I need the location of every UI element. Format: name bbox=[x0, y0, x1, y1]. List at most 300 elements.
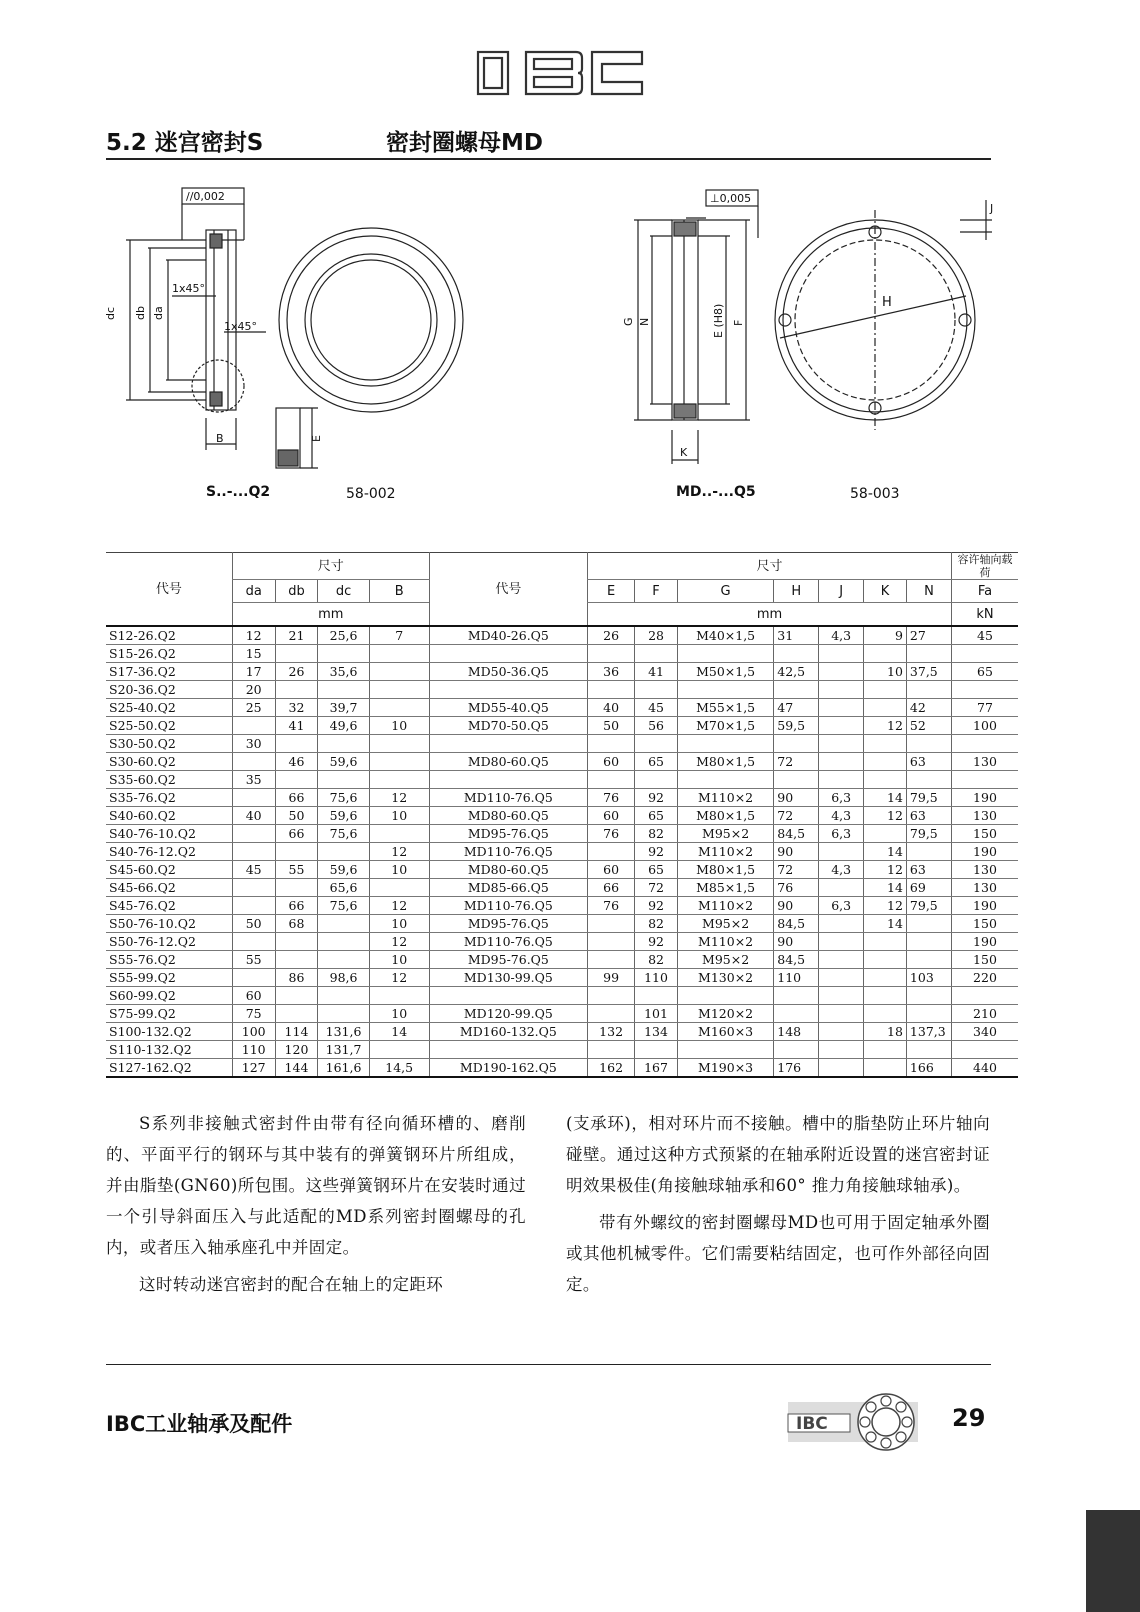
cell-s-b: 14 bbox=[369, 1023, 429, 1041]
cell-md-g: M55×1,5 bbox=[677, 699, 773, 717]
dim-label-f: F bbox=[732, 319, 745, 326]
cell-md-j bbox=[819, 915, 864, 933]
cell-s-b bbox=[369, 825, 429, 843]
cell-md-n bbox=[906, 951, 951, 969]
cell-s-da: 100 bbox=[232, 1023, 275, 1041]
cell-md-fa: 130 bbox=[951, 879, 1018, 897]
cell-md-n bbox=[906, 843, 951, 861]
col-e: E bbox=[588, 580, 635, 603]
cell-md-n: 79,5 bbox=[906, 897, 951, 915]
table-row bbox=[106, 626, 1018, 645]
section-heading-right: 密封圈螺母MD bbox=[386, 130, 543, 156]
cell-md-f: 65 bbox=[635, 807, 678, 825]
chamfer-label-1: 1x45° bbox=[172, 282, 206, 295]
table-row bbox=[106, 735, 1018, 753]
cell-s-dc: 59,6 bbox=[318, 861, 369, 879]
cell-s-b bbox=[369, 699, 429, 717]
cell-md-j bbox=[819, 951, 864, 969]
cell-s-code: S35-60.Q2 bbox=[106, 771, 232, 789]
cell-md-e bbox=[588, 1005, 635, 1023]
cell-md-j bbox=[819, 879, 864, 897]
cell-md-f: 110 bbox=[635, 969, 678, 987]
cell-s-db bbox=[275, 951, 318, 969]
cell-md-k bbox=[864, 933, 907, 951]
cell-s-db: 66 bbox=[275, 897, 318, 915]
table-row bbox=[106, 861, 1018, 879]
table-row bbox=[106, 645, 1018, 663]
cell-md-g: M110×2 bbox=[677, 789, 773, 807]
figure-label-s: S..-...Q2 bbox=[206, 484, 271, 500]
cell-md-h: 90 bbox=[774, 897, 819, 915]
cell-s-code: S40-76-10.Q2 bbox=[106, 825, 232, 843]
cell-md-g bbox=[677, 771, 773, 789]
paragraph-left-1: S系列非接触式密封件由带有径向循环槽的、磨削的、平面平行的钢环与其中装有的弹簧钢环片所组成，并由脂垫(GN60)所包围。这些弹簧钢环片在安装时通过一个引导斜面压入与此适配的MD系列密封圈螺母的孔内，或者压入轴承座孔中并固定。 bbox=[106, 1114, 526, 1257]
cell-md-e: 76 bbox=[588, 789, 635, 807]
table-row bbox=[106, 843, 1018, 861]
cell-md-n: 63 bbox=[906, 807, 951, 825]
footer-ibc-bearing-logo bbox=[788, 1390, 918, 1454]
cell-s-b: 7 bbox=[369, 626, 429, 645]
cell-md-code: MD130-99.Q5 bbox=[429, 969, 587, 987]
cell-md-h bbox=[774, 771, 819, 789]
cell-md-e: 76 bbox=[588, 897, 635, 915]
cell-s-code: S45-66.Q2 bbox=[106, 879, 232, 897]
cell-md-fa: 130 bbox=[951, 807, 1018, 825]
cell-md-fa: 130 bbox=[951, 753, 1018, 771]
cell-s-da: 25 bbox=[232, 699, 275, 717]
table-row bbox=[106, 1005, 1018, 1023]
cell-s-da: 17 bbox=[232, 663, 275, 681]
cell-md-h: 90 bbox=[774, 789, 819, 807]
cell-md-f bbox=[635, 987, 678, 1005]
cell-md-j bbox=[819, 1059, 864, 1078]
table-row bbox=[106, 933, 1018, 951]
cell-s-b bbox=[369, 987, 429, 1005]
cell-md-k: 14 bbox=[864, 879, 907, 897]
cell-md-g: M95×2 bbox=[677, 951, 773, 969]
cell-s-b: 14,5 bbox=[369, 1059, 429, 1078]
table-row bbox=[106, 663, 1018, 681]
cell-s-code: S25-40.Q2 bbox=[106, 699, 232, 717]
dim-label-g: G bbox=[622, 317, 635, 326]
unit-mm-md: mm bbox=[588, 603, 952, 627]
cell-md-j: 4,3 bbox=[819, 807, 864, 825]
cell-md-j bbox=[819, 663, 864, 681]
cell-s-code: S30-50.Q2 bbox=[106, 735, 232, 753]
cell-s-code: S75-99.Q2 bbox=[106, 1005, 232, 1023]
table-row bbox=[106, 681, 1018, 699]
cell-md-e bbox=[588, 933, 635, 951]
cell-md-k bbox=[864, 735, 907, 753]
cell-md-fa bbox=[951, 681, 1018, 699]
cell-md-e: 60 bbox=[588, 807, 635, 825]
cell-md-k bbox=[864, 753, 907, 771]
cell-md-f bbox=[635, 1041, 678, 1059]
cell-s-dc: 65,6 bbox=[318, 879, 369, 897]
cell-md-f: 56 bbox=[635, 717, 678, 735]
cell-md-g: M160×3 bbox=[677, 1023, 773, 1041]
cell-md-code: MD120-99.Q5 bbox=[429, 1005, 587, 1023]
cell-md-e: 132 bbox=[588, 1023, 635, 1041]
cell-md-k bbox=[864, 699, 907, 717]
table-row bbox=[106, 879, 1018, 897]
cell-s-b: 12 bbox=[369, 933, 429, 951]
cell-md-f bbox=[635, 735, 678, 753]
chamfer-label-2: 1x45° bbox=[224, 320, 258, 333]
table-row bbox=[106, 897, 1018, 915]
cell-md-e bbox=[588, 771, 635, 789]
cell-md-n bbox=[906, 771, 951, 789]
cell-md-e: 36 bbox=[588, 663, 635, 681]
cell-md-k: 18 bbox=[864, 1023, 907, 1041]
cell-s-dc: 59,6 bbox=[318, 807, 369, 825]
cell-md-k bbox=[864, 1059, 907, 1078]
cell-md-code bbox=[429, 681, 587, 699]
text-column-right bbox=[566, 1108, 990, 1300]
cell-md-j bbox=[819, 987, 864, 1005]
header-dims-md: 尺寸 bbox=[588, 553, 952, 580]
dim-label-n: N bbox=[638, 317, 651, 326]
header-code-md: 代号 bbox=[429, 553, 587, 627]
cell-md-e bbox=[588, 951, 635, 969]
page-number: 29 bbox=[952, 1404, 986, 1432]
table-row bbox=[106, 807, 1018, 825]
cell-s-db bbox=[275, 681, 318, 699]
cell-md-k bbox=[864, 1005, 907, 1023]
cell-md-g: M120×2 bbox=[677, 1005, 773, 1023]
dim-label-dc: dc bbox=[104, 306, 117, 320]
cell-md-n: 79,5 bbox=[906, 825, 951, 843]
cell-s-code: S127-162.Q2 bbox=[106, 1059, 232, 1078]
cell-s-da bbox=[232, 717, 275, 735]
paragraph-right-2: 带有外螺纹的密封圈螺母MD也可用于固定轴承外圈或其他机械零件。它们需要粘结固定，也可作外部径向固定。 bbox=[566, 1213, 990, 1294]
cell-md-k bbox=[864, 987, 907, 1005]
cell-md-code: MD80-60.Q5 bbox=[429, 807, 587, 825]
cell-md-h: 90 bbox=[774, 933, 819, 951]
col-db: db bbox=[275, 580, 318, 603]
cell-md-k bbox=[864, 951, 907, 969]
cell-s-dc: 131,6 bbox=[318, 1023, 369, 1041]
cell-s-b: 12 bbox=[369, 969, 429, 987]
cell-md-f: 92 bbox=[635, 843, 678, 861]
cell-s-code: S45-76.Q2 bbox=[106, 897, 232, 915]
cell-md-e: 60 bbox=[588, 753, 635, 771]
cell-md-e bbox=[588, 735, 635, 753]
header-load: 容许轴向载荷 bbox=[951, 553, 1018, 580]
cell-md-n: 79,5 bbox=[906, 789, 951, 807]
scan-edge-shadow bbox=[1086, 1510, 1140, 1612]
cell-s-code: S20-36.Q2 bbox=[106, 681, 232, 699]
table-row bbox=[106, 915, 1018, 933]
cell-md-j bbox=[819, 753, 864, 771]
tolerance-label-right: ⊥0,005 bbox=[710, 192, 752, 205]
cell-md-k bbox=[864, 645, 907, 663]
cell-s-db bbox=[275, 879, 318, 897]
cell-md-h bbox=[774, 681, 819, 699]
cell-s-b: 10 bbox=[369, 807, 429, 825]
cell-md-h: 148 bbox=[774, 1023, 819, 1041]
cell-s-b bbox=[369, 1041, 429, 1059]
cell-md-code: MD40-26.Q5 bbox=[429, 626, 587, 645]
cell-md-g bbox=[677, 645, 773, 663]
cell-md-e: 50 bbox=[588, 717, 635, 735]
cell-s-da: 60 bbox=[232, 987, 275, 1005]
cell-s-da: 12 bbox=[232, 626, 275, 645]
cell-md-n bbox=[906, 987, 951, 1005]
cell-s-code: S60-99.Q2 bbox=[106, 987, 232, 1005]
cell-md-h: 84,5 bbox=[774, 951, 819, 969]
cell-md-k bbox=[864, 969, 907, 987]
cell-s-da: 35 bbox=[232, 771, 275, 789]
cell-md-h: 110 bbox=[774, 969, 819, 987]
cell-s-dc: 98,6 bbox=[318, 969, 369, 987]
cell-md-j bbox=[819, 843, 864, 861]
cell-s-code: S40-76-12.Q2 bbox=[106, 843, 232, 861]
header-dims-s: 尺寸 bbox=[232, 553, 429, 580]
col-n: N bbox=[906, 580, 951, 603]
cell-md-g: M95×2 bbox=[677, 915, 773, 933]
cell-md-g: M80×1,5 bbox=[677, 807, 773, 825]
cell-s-da: 110 bbox=[232, 1041, 275, 1059]
cell-md-code: MD160-132.Q5 bbox=[429, 1023, 587, 1041]
cell-md-f: 65 bbox=[635, 753, 678, 771]
col-h: H bbox=[774, 580, 819, 603]
cell-md-j bbox=[819, 717, 864, 735]
cell-md-f bbox=[635, 645, 678, 663]
cell-s-db bbox=[275, 987, 318, 1005]
cell-s-code: S50-76-12.Q2 bbox=[106, 933, 232, 951]
table-row bbox=[106, 951, 1018, 969]
cell-s-code: S45-60.Q2 bbox=[106, 861, 232, 879]
cell-md-code bbox=[429, 735, 587, 753]
cell-md-k bbox=[864, 771, 907, 789]
cell-md-f: 82 bbox=[635, 951, 678, 969]
cell-md-g: M40×1,5 bbox=[677, 626, 773, 645]
cell-s-da bbox=[232, 753, 275, 771]
cell-md-e bbox=[588, 843, 635, 861]
cell-md-g: M80×1,5 bbox=[677, 753, 773, 771]
footer-logo-text: IBC bbox=[796, 1414, 828, 1434]
header-rule bbox=[106, 158, 991, 160]
cell-md-j bbox=[819, 771, 864, 789]
cell-md-f: 41 bbox=[635, 663, 678, 681]
cell-md-fa bbox=[951, 987, 1018, 1005]
cell-md-k bbox=[864, 1041, 907, 1059]
cell-md-fa: 45 bbox=[951, 626, 1018, 645]
cell-s-b bbox=[369, 771, 429, 789]
cell-md-code bbox=[429, 987, 587, 1005]
table-row bbox=[106, 753, 1018, 771]
cell-md-h: 76 bbox=[774, 879, 819, 897]
cell-s-dc bbox=[318, 645, 369, 663]
cell-md-f: 28 bbox=[635, 626, 678, 645]
cell-md-h: 84,5 bbox=[774, 825, 819, 843]
cell-md-n: 63 bbox=[906, 861, 951, 879]
col-fa: Fa bbox=[951, 580, 1018, 603]
cell-s-da bbox=[232, 897, 275, 915]
cell-s-da: 15 bbox=[232, 645, 275, 663]
cell-md-fa: 150 bbox=[951, 951, 1018, 969]
cell-md-f: 65 bbox=[635, 861, 678, 879]
cell-s-dc bbox=[318, 843, 369, 861]
col-j: J bbox=[819, 580, 864, 603]
table-row bbox=[106, 987, 1018, 1005]
cell-md-fa bbox=[951, 645, 1018, 663]
cell-s-db: 66 bbox=[275, 789, 318, 807]
cell-md-code bbox=[429, 645, 587, 663]
cell-s-b: 12 bbox=[369, 789, 429, 807]
cell-s-dc: 35,6 bbox=[318, 663, 369, 681]
cell-md-j bbox=[819, 933, 864, 951]
cell-md-fa bbox=[951, 771, 1018, 789]
cell-md-h: 176 bbox=[774, 1059, 819, 1078]
cell-md-f: 82 bbox=[635, 915, 678, 933]
cell-md-e bbox=[588, 987, 635, 1005]
cell-md-k: 12 bbox=[864, 717, 907, 735]
table-row bbox=[106, 699, 1018, 717]
drawing-s-seal bbox=[106, 180, 476, 480]
cell-s-db: 32 bbox=[275, 699, 318, 717]
text-column-left bbox=[106, 1108, 526, 1300]
cell-md-code: MD110-76.Q5 bbox=[429, 933, 587, 951]
table-row bbox=[106, 1059, 1018, 1078]
cell-md-g bbox=[677, 1041, 773, 1059]
cell-md-fa: 150 bbox=[951, 825, 1018, 843]
cell-md-j: 4,3 bbox=[819, 626, 864, 645]
cell-s-db: 50 bbox=[275, 807, 318, 825]
cell-md-code: MD80-60.Q5 bbox=[429, 753, 587, 771]
cell-md-g: M50×1,5 bbox=[677, 663, 773, 681]
cell-md-k: 14 bbox=[864, 843, 907, 861]
cell-md-h bbox=[774, 645, 819, 663]
cell-md-j bbox=[819, 1005, 864, 1023]
dim-label-da: da bbox=[152, 306, 165, 320]
table-row bbox=[106, 1041, 1018, 1059]
cell-md-code bbox=[429, 771, 587, 789]
cell-md-j: 6,3 bbox=[819, 789, 864, 807]
cell-md-n: 27 bbox=[906, 626, 951, 645]
col-g: G bbox=[677, 580, 773, 603]
cell-md-j bbox=[819, 1023, 864, 1041]
cell-md-fa: 190 bbox=[951, 933, 1018, 951]
cell-md-h: 84,5 bbox=[774, 915, 819, 933]
cell-s-da: 127 bbox=[232, 1059, 275, 1078]
cell-md-f: 92 bbox=[635, 897, 678, 915]
figure-label-md: MD..-...Q5 bbox=[676, 484, 756, 500]
cell-md-code: MD95-76.Q5 bbox=[429, 915, 587, 933]
cell-md-fa: 440 bbox=[951, 1059, 1018, 1078]
cell-md-e bbox=[588, 681, 635, 699]
cell-md-fa: 190 bbox=[951, 897, 1018, 915]
cell-s-db bbox=[275, 933, 318, 951]
cell-md-n: 137,3 bbox=[906, 1023, 951, 1041]
cell-md-code: MD85-66.Q5 bbox=[429, 879, 587, 897]
table-row bbox=[106, 825, 1018, 843]
cell-s-b: 10 bbox=[369, 951, 429, 969]
table-row bbox=[106, 771, 1018, 789]
cell-md-code: MD50-36.Q5 bbox=[429, 663, 587, 681]
cell-md-f: 101 bbox=[635, 1005, 678, 1023]
cell-s-b bbox=[369, 645, 429, 663]
cell-md-e bbox=[588, 1041, 635, 1059]
cell-s-code: S15-26.Q2 bbox=[106, 645, 232, 663]
cell-s-dc bbox=[318, 987, 369, 1005]
cell-s-code: S17-36.Q2 bbox=[106, 663, 232, 681]
unit-kn: kN bbox=[951, 603, 1018, 627]
cell-s-dc bbox=[318, 1005, 369, 1023]
ibc-logo bbox=[476, 48, 646, 98]
cell-md-f: 92 bbox=[635, 789, 678, 807]
cell-md-k: 14 bbox=[864, 789, 907, 807]
dim-label-e-h8: E (H8) bbox=[712, 303, 725, 338]
cell-s-b: 10 bbox=[369, 915, 429, 933]
cell-s-code: S12-26.Q2 bbox=[106, 626, 232, 645]
cell-md-code bbox=[429, 1041, 587, 1059]
cell-s-dc bbox=[318, 951, 369, 969]
footer-title: IBC工业轴承及配件 bbox=[106, 1412, 293, 1436]
cell-s-b bbox=[369, 663, 429, 681]
cell-s-code: S30-60.Q2 bbox=[106, 753, 232, 771]
cell-md-code: MD70-50.Q5 bbox=[429, 717, 587, 735]
dim-label-j: J bbox=[990, 202, 994, 215]
cell-md-n: 69 bbox=[906, 879, 951, 897]
cell-md-n: 52 bbox=[906, 717, 951, 735]
cell-md-j bbox=[819, 735, 864, 753]
cell-s-dc: 75,6 bbox=[318, 789, 369, 807]
figure-ref-58-002: 58-002 bbox=[346, 486, 396, 502]
cell-s-da bbox=[232, 879, 275, 897]
cell-md-j bbox=[819, 681, 864, 699]
cell-s-db bbox=[275, 771, 318, 789]
cell-md-f: 92 bbox=[635, 933, 678, 951]
cell-md-j bbox=[819, 645, 864, 663]
cell-md-e: 26 bbox=[588, 626, 635, 645]
cell-md-g: M110×2 bbox=[677, 843, 773, 861]
cell-s-code: S100-132.Q2 bbox=[106, 1023, 232, 1041]
cell-md-j bbox=[819, 699, 864, 717]
cell-s-b bbox=[369, 879, 429, 897]
cell-md-g bbox=[677, 681, 773, 699]
cell-s-da bbox=[232, 825, 275, 843]
cell-md-fa: 190 bbox=[951, 789, 1018, 807]
cell-md-g bbox=[677, 987, 773, 1005]
cell-s-dc bbox=[318, 681, 369, 699]
cell-s-code: S25-50.Q2 bbox=[106, 717, 232, 735]
cell-s-db: 120 bbox=[275, 1041, 318, 1059]
table-row bbox=[106, 1023, 1018, 1041]
table-row bbox=[106, 717, 1018, 735]
cell-s-b: 10 bbox=[369, 861, 429, 879]
figure-ref-58-003: 58-003 bbox=[850, 486, 900, 502]
cell-md-n: 37,5 bbox=[906, 663, 951, 681]
dim-label-db: db bbox=[134, 306, 147, 320]
cell-s-code: S40-60.Q2 bbox=[106, 807, 232, 825]
cell-md-h: 72 bbox=[774, 861, 819, 879]
section-heading-left: 5.2 迷宫密封S bbox=[106, 130, 264, 156]
cell-md-e: 99 bbox=[588, 969, 635, 987]
cell-s-code: S110-132.Q2 bbox=[106, 1041, 232, 1059]
cell-md-f: 82 bbox=[635, 825, 678, 843]
cell-md-n: 42 bbox=[906, 699, 951, 717]
cell-s-dc: 75,6 bbox=[318, 897, 369, 915]
cell-md-g: M190×3 bbox=[677, 1059, 773, 1078]
cell-md-h bbox=[774, 1005, 819, 1023]
cell-s-b bbox=[369, 753, 429, 771]
cell-md-h: 72 bbox=[774, 807, 819, 825]
cell-md-fa: 340 bbox=[951, 1023, 1018, 1041]
cell-md-code: MD95-76.Q5 bbox=[429, 951, 587, 969]
cell-s-db: 21 bbox=[275, 626, 318, 645]
